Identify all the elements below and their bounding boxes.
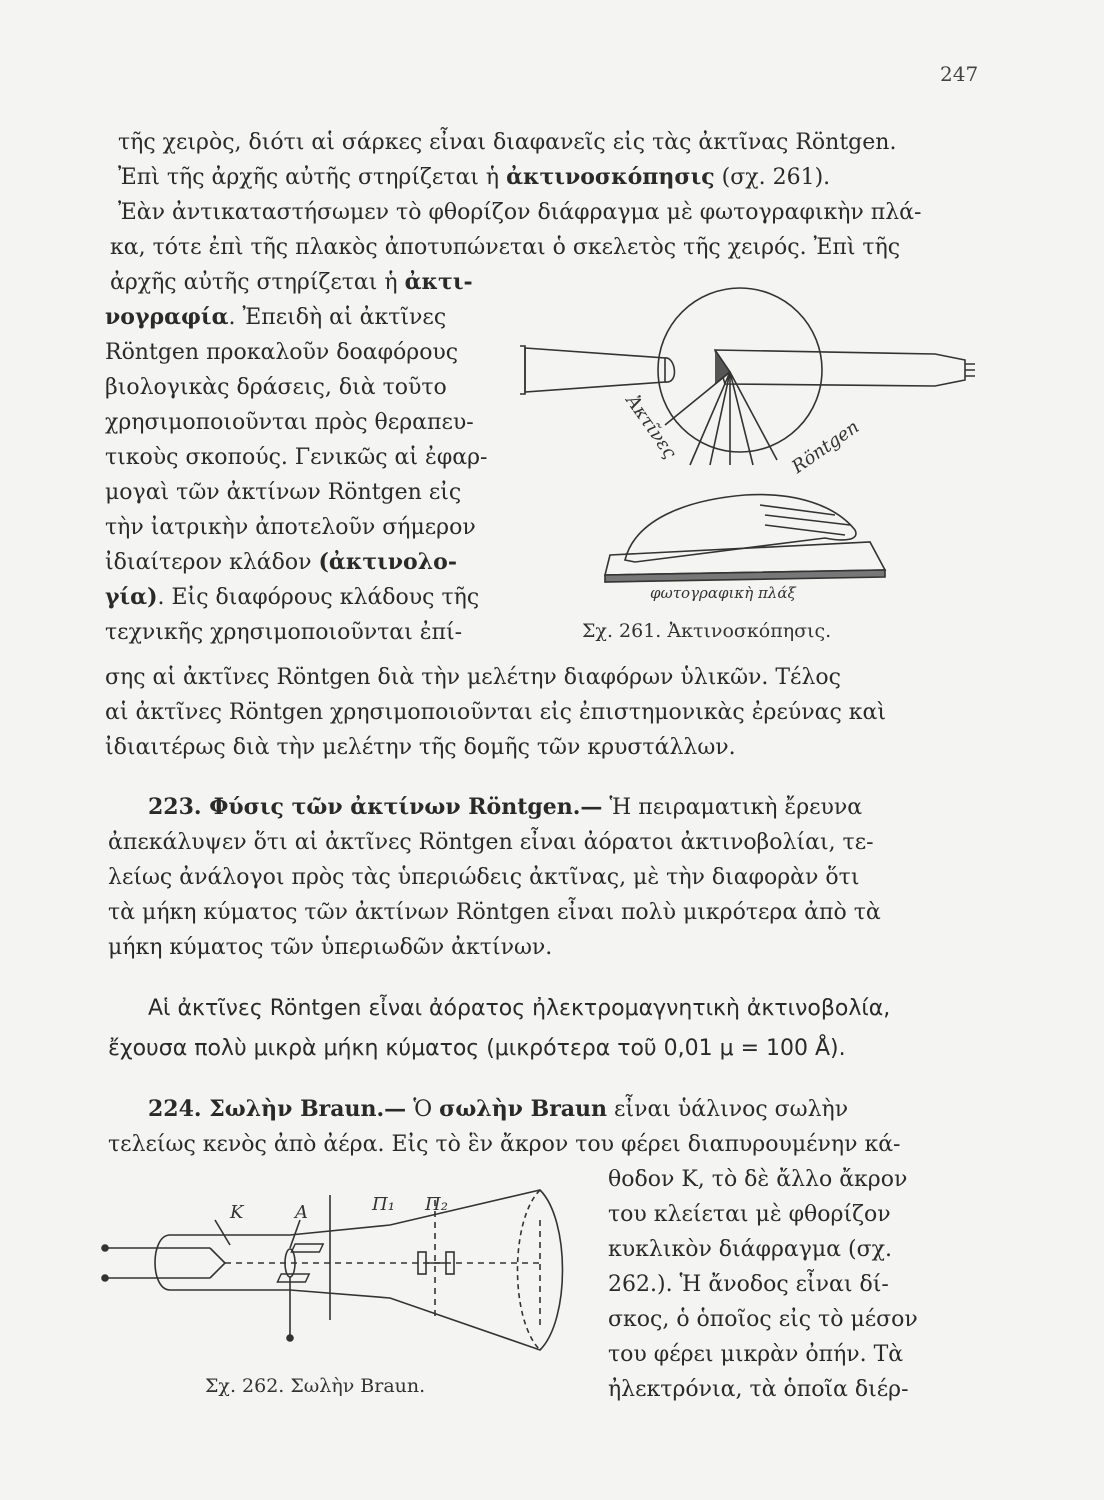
term-akti: ἀκτι- — [404, 269, 473, 295]
label-aktines: Ἀκτῖνες — [621, 391, 681, 463]
section-223-line-5: μήκη κύματος τῶν ὑπεριωδῶν ἀκτίνων. — [108, 935, 553, 960]
section-223-line-2: ἀπεκάλυψεν ὅτι αἱ ἀκτῖνες Röntgen εἶναι ἀόρατοι ἀκτινοβολίαι, τε- — [108, 830, 874, 855]
intro-line-5 — [110, 265, 510, 300]
tube-right-arm — [715, 350, 965, 386]
label-p2: Π₂ — [425, 1194, 448, 1215]
section-224-o: Ὁ — [413, 1097, 433, 1122]
intro-line-2 — [118, 160, 968, 195]
intro-narrow-9: τεχνικῆς χρησιμοποιοῦνται ἐπί- — [105, 620, 463, 645]
section-224-narrow-4: 262.). Ἡ ἄνοδος εἶναι δί- — [608, 1272, 889, 1297]
braun-tube-glass — [155, 1190, 563, 1350]
section-223-line-4: τὰ μήκη κύματος τῶν ἀκτίνων Röntgen εἶναι πολὺ μικρότερα ἀπὸ τὰ — [108, 900, 881, 925]
intro-narrow-3: χρησιμοποιοῦνται πρὸς θεραπευ- — [105, 410, 474, 435]
section-224-narrow-3: κυκλικὸν διάφραγμα (σχ. — [608, 1237, 892, 1262]
intro-narrow-7 — [105, 545, 457, 580]
section-224-narrow-7: ἠλεκτρόνια, τὰ ὁποῖα διέρ- — [608, 1377, 909, 1402]
section-224-line-1 — [148, 1092, 963, 1127]
intro-narrow-8-text: . Εἰς διαφόρους κλάδους τῆς — [157, 585, 480, 610]
term-nografia: νογραφία — [105, 304, 229, 330]
cathode-k — [210, 1248, 225, 1278]
section-223-heading: 223. Φύσις τῶν ἀκτίνων Röntgen.— — [148, 794, 603, 820]
fluorescent-screen — [518, 1190, 541, 1350]
intro-line-1: τῆς χειρὸς, διότι αἱ σάρκες εἶναι διαφανεῖς εἰς τὰς ἀκτῖνας Röntgen. — [118, 130, 897, 155]
xray-bulb — [658, 288, 822, 452]
term-gia: γία) — [105, 584, 158, 610]
section-224-line-2: τελείως κενὸς ἀπὸ ἀέρα. Εἰς τὸ ἓν ἄκρον του φέρει διαπυρουμένην κά- — [108, 1132, 901, 1157]
figure-261 — [515, 280, 985, 610]
label-a: A — [295, 1202, 308, 1223]
intro-narrow-7-text: ἰδιαίτερον κλάδον — [105, 550, 312, 575]
term-solin-braun: σωλὴν Braun — [439, 1096, 608, 1122]
caption-262: Σχ. 262. Σωλὴν Braun. — [205, 1375, 426, 1397]
section-224-heading: 224. Σωλὴν Braun.— — [148, 1096, 407, 1122]
intro-wide-3: ἰδιαιτέρως διὰ τὴν μελέτην τῆς δομῆς τῶν κρυστάλλων. — [105, 735, 736, 760]
page-number: 247 — [940, 62, 979, 86]
tube-left-arm — [525, 348, 665, 392]
figure-262 — [100, 1180, 590, 1360]
section-224-narrow-5: σκος, ὁ ὁποῖος εἰς τὸ μέσον — [608, 1307, 918, 1332]
section-224-narrow-1: θοδον Κ, τὸ δὲ ἄλλο ἄκρον — [608, 1167, 908, 1192]
section-223-line-3: λείως ἀνάλογοι πρὸς τὰς ὑπεριώδεις ἀκτῖνας, μὲ τὴν διαφορὰν ὅτι — [108, 865, 860, 890]
intro-narrow-6: τὴν ἰατρικὴν ἀποτελοῦν σήμερον — [105, 515, 476, 540]
section-224-narrow-6: του φέρει μικρὰν ὀπήν. Τὰ — [608, 1342, 904, 1367]
label-p1: Π₁ — [372, 1194, 395, 1215]
plate-p1-top — [291, 1244, 323, 1252]
intro-line-2-ref: (σχ. 261). — [721, 165, 831, 190]
intro-line-2-text: Ἐπὶ τῆς ἀρχῆς αὐτῆς στηρίζεται ἡ — [118, 165, 500, 190]
term-aktinoskopisis: ἀκτινοσκόπησις — [506, 164, 715, 190]
intro-line-5-text: ἀρχῆς αὐτῆς στηρίζεται ἡ — [110, 270, 398, 295]
intro-wide-2: αἱ ἀκτῖνες Röntgen χρησιμοποιοῦνται εἰς ἐπιστημονικὰς ἐρεύνας καὶ — [105, 700, 886, 725]
intro-narrow-4: τικοὺς σκοπούς. Γενικῶς αἱ ἐφαρ- — [105, 445, 488, 470]
section-223-line-1 — [148, 790, 963, 825]
label-rontgen: Röntgen — [788, 416, 864, 478]
intro-narrow-1: Röntgen προκαλοῦν δοαφόρους — [105, 340, 459, 365]
definition-line-2: ἔχουσα πολὺ μικρὰ μήκη κύματος (μικρότερα τοῦ 0,01 μ = 100 Å). — [108, 1036, 846, 1061]
label-photo-plate: φωτογραφικὴ πλάξ — [650, 584, 796, 602]
intro-line-6-text: . Ἐπειδὴ αἱ ἀκτῖνες — [228, 305, 447, 330]
intro-line-3: Ἐὰν ἀντικαταστήσωμεν τὸ φθορίζον διάφραγμα μὲ φωτογραφικὴν πλά- — [118, 200, 922, 225]
intro-line-4: κα, τότε ἐπὶ τῆς πλακὸς ἀποτυπώνεται ὁ σκελετὸς τῆς χειρός. Ἐπὶ τῆς — [110, 235, 901, 260]
intro-line-6 — [105, 300, 525, 335]
intro-narrow-2: βιολογικὰς δράσεις, διὰ τοῦτο — [105, 375, 447, 400]
section-224-narrow-2: του κλείεται μὲ φθορίζον — [608, 1202, 891, 1227]
definition-line-1: Αἱ ἀκτῖνες Röntgen εἶναι ἀόρατος ἠλεκτρομαγνητικὴ ἀκτινοβολία, — [148, 996, 891, 1021]
intro-wide-1: σης αἱ ἀκτῖνες Röntgen διὰ τὴν μελέτην διαφόρων ὑλικῶν. Τέλος — [105, 665, 841, 690]
intro-narrow-8 — [105, 580, 479, 615]
caption-261: Σχ. 261. Ἀκτινοσκόπησις. — [582, 620, 832, 642]
term-aktinolo: (ἀκτινολο- — [318, 549, 457, 575]
intro-narrow-5: μογαὶ τῶν ἀκτίνων Röntgen εἰς — [105, 480, 462, 505]
section-223-text-1: Ἡ πειραματικὴ ἔρευνα — [609, 795, 863, 820]
label-k: K — [230, 1202, 244, 1223]
section-224-text-1: εἶναι ὑάλινος σωλὴν — [614, 1097, 849, 1122]
